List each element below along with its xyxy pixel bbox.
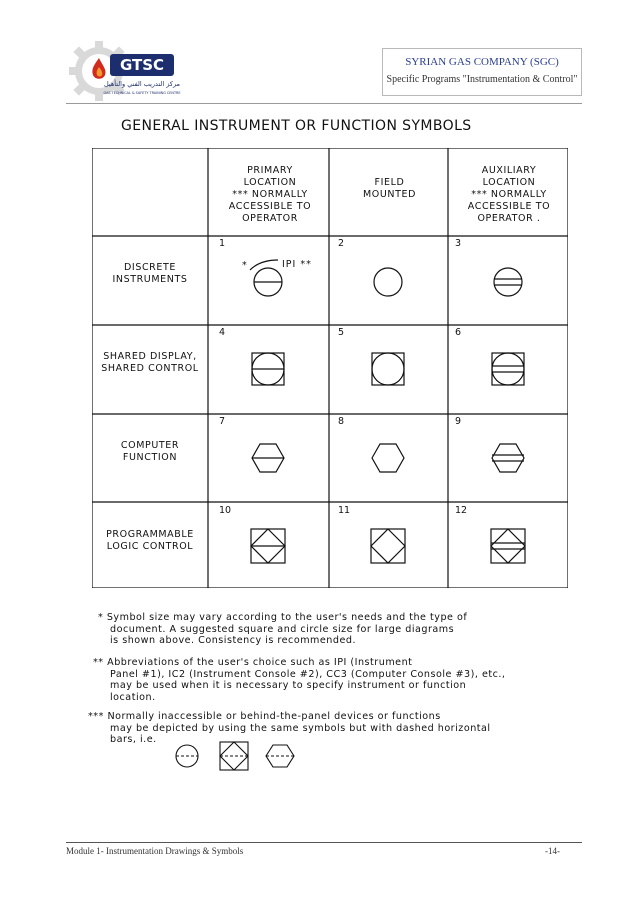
row-label-line: LOGIC CONTROL [106,541,194,552]
logo-arabic: مركز التدريب الفني والتأهيل [103,80,181,88]
plc-diamond [371,529,405,563]
ipi-star: * [242,260,247,271]
symbol-group [250,260,525,563]
cell-number: 5 [338,327,345,338]
logo-subtitle: GAS TECHNICAL & SAFETY TRAINING CENTRE [103,91,181,95]
note-line: document. A suggested square and circle size for large diagrams [110,623,455,635]
column-header-primary [210,165,330,225]
header-line: *** NORMALLY [471,189,547,200]
header-line: ACCESSIBLE TO [228,201,312,212]
cell-number: 4 [219,327,226,338]
cell-number: 11 [338,505,351,516]
cell-number: 12 [455,505,468,516]
cell-number: 10 [219,505,232,516]
note-line: is shown above. Consistency is recommended. [110,635,357,646]
note-1 [98,612,467,647]
computer-function-symbol [492,444,524,472]
cell-number: 3 [455,238,462,249]
cell-number: 6 [455,327,462,338]
plc-diamond [491,529,525,563]
footer-divider [66,842,582,843]
row-label-line: DISCRETE [124,262,176,273]
row-label-shared [92,351,208,375]
page-number: -14- [545,846,560,856]
note-line: may be used when it is necessary to specify instrument or function [110,680,467,691]
row-label-line: SHARED CONTROL [101,363,199,374]
cell-number: 9 [455,416,462,427]
row-label-line: PROGRAMMABLE [106,529,194,540]
row-label-line: COMPUTER [120,440,180,451]
ipi-label: IPI ** [282,259,312,270]
gtsc-logo [66,38,184,104]
cell-number: 1 [219,238,226,249]
shared-display-circle [492,353,524,385]
cell-number: 8 [338,416,345,427]
discrete-instrument-symbol [494,268,522,296]
company-name: SYRIAN GAS COMPANY (SGC) [405,56,559,68]
cell-number: 7 [219,416,226,427]
note-line: ** Abbreviations of the user's choice such as IPI (Instrument [93,657,413,668]
note-line: *** Normally inaccessible or behind-the-panel devices or functions [88,711,441,722]
note-line: * Symbol size may vary according to the user's needs and the type of [98,612,468,623]
note-line: location. [110,691,156,703]
program-name: Specific Programs "Instrumentation & Control" [386,74,578,85]
cell-number: 2 [338,238,345,249]
computer-function-symbol [372,444,404,472]
row-label-computer [92,440,208,464]
header-line: ACCESSIBLE TO [467,201,551,212]
footer-module: Module 1- Instrumentation Drawings & Symbols [66,846,244,856]
header-line: OPERATOR [242,213,298,224]
plc-symbol [371,529,405,563]
note-line: bars, i.e. [110,734,157,745]
logo-text: GTSC [119,56,165,74]
column-header-field [330,177,449,201]
header-line: FIELD [374,177,405,188]
header-line: PRIMARY [247,165,293,176]
row-label-line: INSTRUMENTS [112,274,188,285]
dashed-hexagon-symbol [266,745,294,767]
row-label-line: FUNCTION [122,452,178,463]
dashed-circle-symbol [176,745,198,767]
header-line: *** NORMALLY [232,189,308,200]
header-divider [66,103,582,104]
header-line: LOCATION [482,177,536,188]
header-line: LOCATION [243,177,297,188]
discrete-instrument-symbol [374,268,402,296]
header-line: MOUNTED [362,189,417,200]
shared-display-circle [372,353,404,385]
drawing-title: GENERAL INSTRUMENT OR FUNCTION SYMBOLS [121,118,472,134]
row-label-plc [92,529,208,553]
row-label-discrete [92,262,208,286]
header-line: AUXILIARY [481,165,537,176]
column-header-auxiliary [449,165,569,225]
header-line: OPERATOR . [477,213,541,224]
note-line: Panel #1), IC2 (Instrument Console #2), CC3 (Computer Console #3), etc., [110,668,506,680]
note-line: may be depicted by using the same symbols but with dashed horizontal [110,722,491,734]
row-label-line: SHARED DISPLAY, [103,351,197,362]
dashed-plc-symbol [220,742,248,770]
plc-symbol [491,529,525,563]
dashed-symbol-examples [170,738,300,774]
note-2 [93,657,505,703]
